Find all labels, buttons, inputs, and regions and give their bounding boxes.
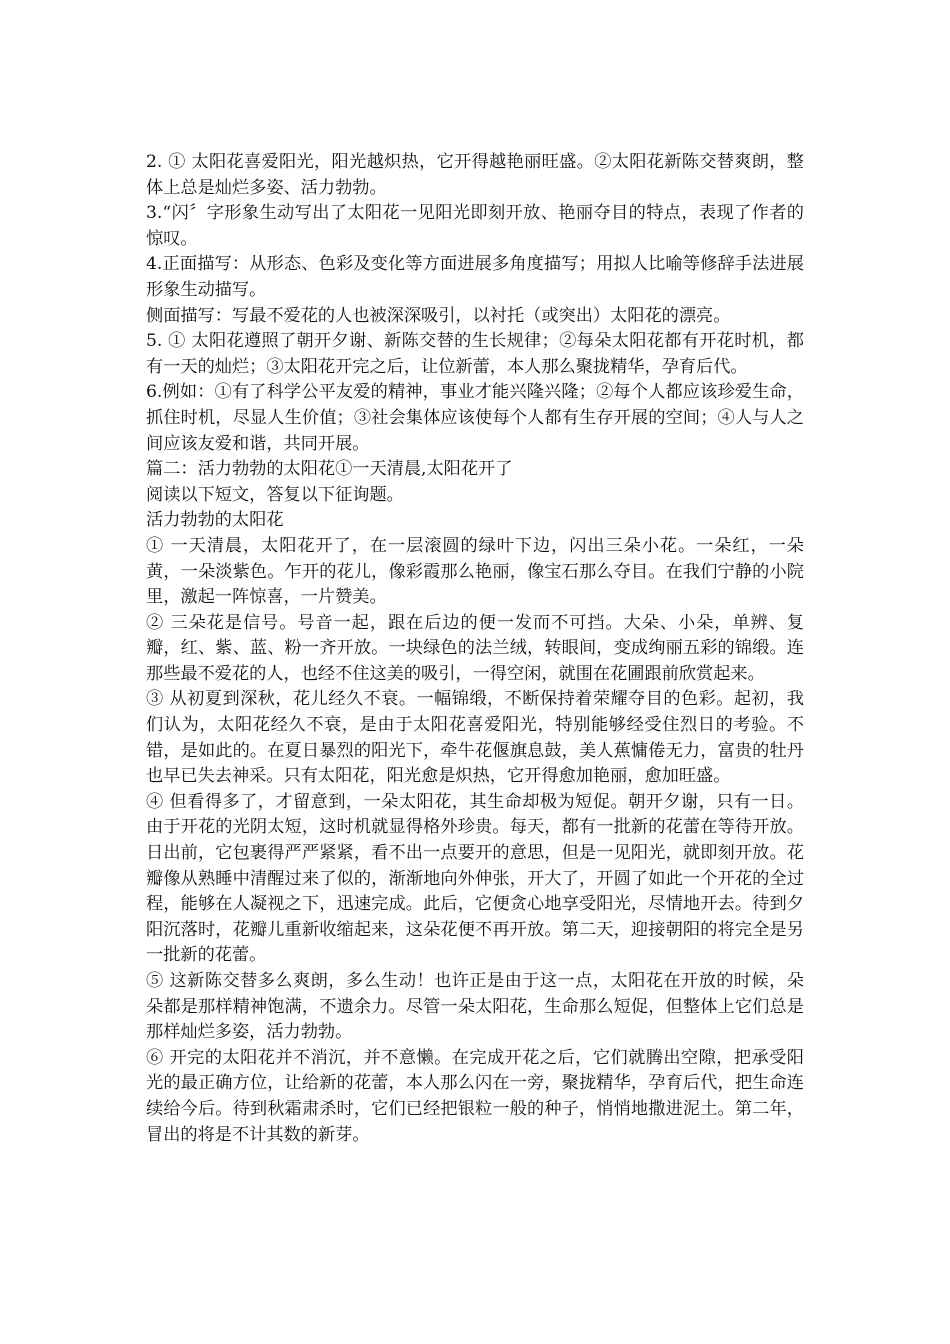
answer-2: 2. ① 太阳花喜爱阳光，阳光越炽热，它开得越艳丽旺盛。②太阳花新陈交替爽朗，整体上总是灿烂多姿、活力勃勃。 (146, 152, 804, 198)
answer-3: 3.“闪〞字形象生动写出了太阳花一见阳光即刻开放、艳丽夺目的特点，表现了作者的惊叹。 (146, 203, 804, 249)
article-paragraph-5: ⑤ 这新陈交替多么爽朗，多么生动！也许正是由于这一点，太阳花在开放的时候，朵朵都是那样精神饱满，不遗余力。尽管一朵太阳花，生命那么短促，但整体上它们总是那样灿烂多姿，活力勃勃。 (146, 971, 804, 1043)
answer-5: 5. ① 太阳花遵照了朝开夕谢、新陈交替的生长规律；②每朵太阳花都有开花时机，都有一天的灿烂；③太阳花开完之后，让位新蕾，本人那么聚拢精华，孕育后代。 (146, 331, 804, 377)
answer-4-side: 侧面描写：写最不爱花的人也被深深吸引，以衬托（或突出）太阳花的漂亮。 (146, 305, 731, 326)
answer-4: 4.正面描写：从形态、色彩及变化等方面进展多角度描写；用拟人比喻等修辞手法进展形象生动描写。 (146, 254, 804, 300)
article-paragraph-1: ① 一天清晨，太阳花开了，在一层滚圆的绿叶下边，闪出三朵小花。一朵红，一朵黄，一朵淡紫色。乍开的花儿，像彩霞那么艳丽，像宝石那么夺目。在我们宁静的小院里，激起一阵惊喜，一片赞美。 (146, 535, 804, 608)
article-paragraph-2: ② 三朵花是信号。号音一起，跟在后边的便一发而不可挡。大朵、小朵，单辨、复瓣，红、紫、蓝、粉一齐开放。一块绿色的法兰绒，转眼间，变成绚丽五彩的锦缎。连那些最不爱花的人，也经不住这美的吸引，一得空闲，就围在花圃跟前欣赏起来。 (146, 612, 804, 684)
answer-6: 6.例如：①有了科学公平友爱的精神，事业才能兴隆兴隆；②每个人都应该珍爱生命，抓住时机，尽显人生价值；③社会集体应该使每个人都有生存开展的空间；④人与人之间应该友爱和谐，共同开展。 (146, 382, 804, 454)
reading-instruction: 阅读以下短文，答复以下征询题。 (146, 484, 404, 505)
document-page (146, 150, 804, 1148)
article-title: 活力勃勃的太阳花 (146, 510, 284, 531)
article-paragraph-4: ④ 但看得多了，才留意到，一朵太阳花，其生命却极为短促。朝开夕谢，只有一日。由于开花的光阴太短，这时机就显得格外珍贵。每天，都有一批新的花蕾在等待开放。日出前，它包裹得严严紧紧，看不出一点要开的意思，但是一见阳光，就即刻开放。花瓣像从熟睡中清醒过来了似的，渐渐地向外伸张，开大了，开圆了如此一个开花的全过程，能够在人凝视之下，迅速完成。此后，它便贪心地享受阳光，尽情地开去。待到夕阳沉落时，花瓣儿重新收缩起来，这朵花便不再开放。第二天，迎接朝阳的将完全是另一批新的花蕾。 (146, 791, 804, 966)
article-paragraph-3: ③ 从初夏到深秋，花儿经久不衰。一幅锦缎，不断保持着荣耀夺目的色彩。起初，我们认为，太阳花经久不衰，是由于太阳花喜爱阳光，特别能够经受住烈日的考验。不错，是如此的。在夏日暴烈的阳光下，牵牛花偃旗息鼓，美人蕉慵倦无力，富贵的牡丹也早已失去神采。只有太阳花，阳光愈是炽热，它开得愈加艳丽，愈加旺盛。 (146, 689, 804, 787)
article-paragraph-6: ⑥ 开完的太阳花并不消沉，并不意懒。在完成开花之后，它们就腾出空隙，把承受阳光的最正确方位，让给新的花蕾，本人那么闪在一旁，聚拢精华，孕育后代，把生命连续给今后。待到秋霜肃杀时，它们已经把银粒一般的种子，悄悄地撒进泥土。第二年，冒出的将是不计其数的新芽。 (146, 1047, 804, 1145)
section-heading: 篇二：活力勃勃的太阳花①一天清晨,太阳花开了 (146, 459, 513, 480)
